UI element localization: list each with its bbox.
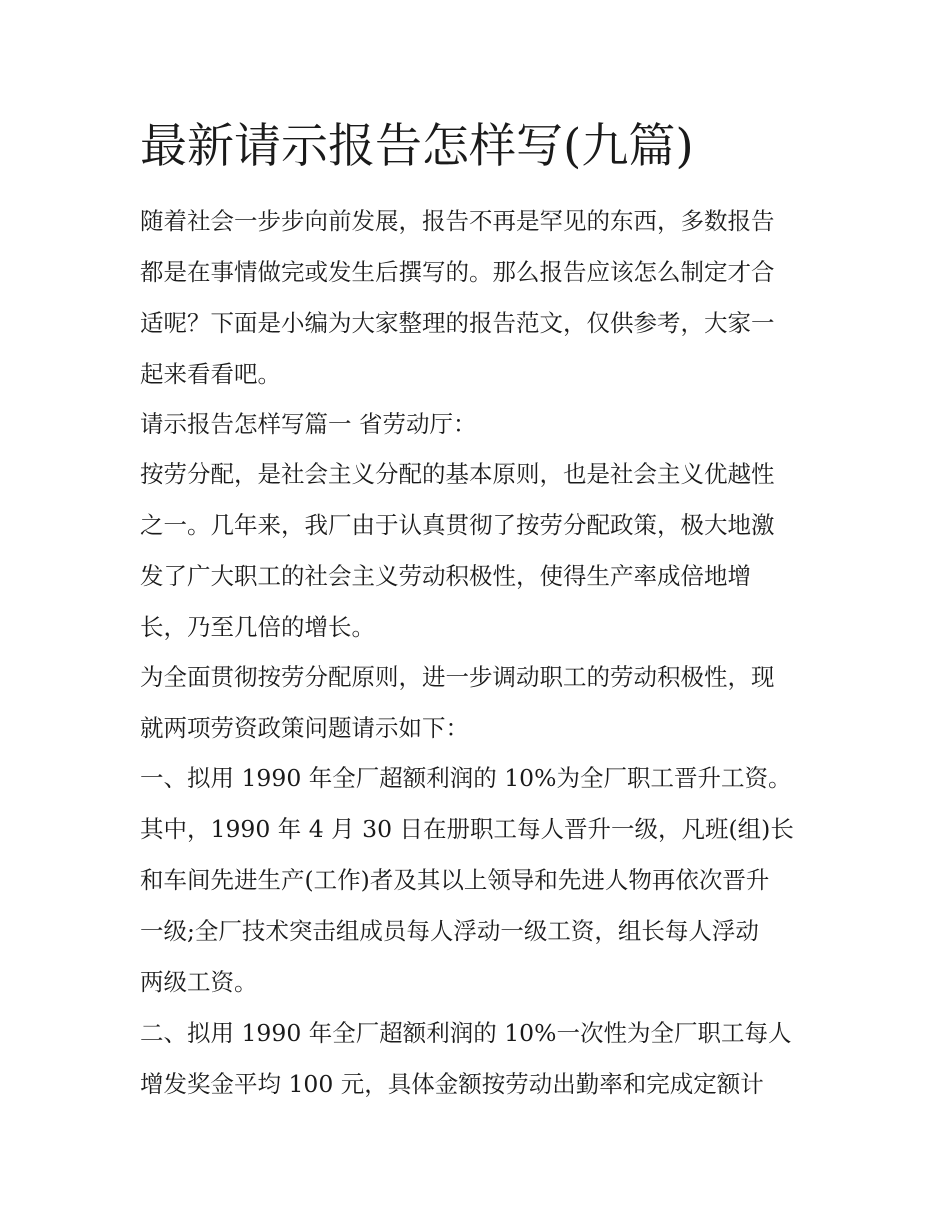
paragraph-line: 适呢？下面是小编为大家整理的报告范文，仅供参考，大家一 [140, 309, 775, 337]
document-body [140, 196, 815, 1110]
paragraph-line: 其中，1990 年 4 月 30 日在册职工每人晋升一级，凡班(组)长 [140, 815, 794, 843]
paragraph-line: 一级;全厂技术突击组成员每人浮动一级工资，组长每人浮动 [140, 917, 759, 945]
paragraph-line: 随着社会一步步向前发展，报告不再是罕见的东西，多数报告 [140, 207, 775, 235]
paragraph-line: 二、拟用 1990 年全厂超额利润的 10%一次性为全厂职工每人 [140, 1019, 792, 1047]
paragraph-line: 之一。几年来，我厂由于认真贯彻了按劳分配政策，极大地激 [140, 511, 775, 539]
paragraph-line: 就两项劳资政策问题请示如下： [140, 714, 469, 742]
paragraph-line: 发了广大职工的社会主义劳动积极性，使得生产率成倍地增 [140, 562, 751, 590]
paragraph-line: 都是在事情做完或发生后撰写的。那么报告应该怎么制定才合 [140, 258, 775, 286]
paragraph-line: 为全面贯彻按劳分配原则，进一步调动职工的劳动积极性，现 [140, 663, 775, 691]
paragraph-line: 起来看看吧。 [140, 360, 281, 388]
paragraph-line: 按劳分配，是社会主义分配的基本原则，也是社会主义优越性 [140, 460, 775, 488]
section-heading: 请示报告怎样写篇一 省劳动厅： [140, 410, 477, 438]
paragraph-line: 和车间先进生产(工作)者及其以上领导和先进人物再依次晋升 [140, 866, 770, 894]
document-title: 最新请示报告怎样写(九篇) [140, 119, 694, 174]
paragraph-line: 长，乃至几倍的增长。 [140, 613, 375, 641]
paragraph-line: 两级工资。 [140, 968, 258, 996]
paragraph-line: 一、拟用 1990 年全厂超额利润的 10%为全厂职工晋升工资。 [140, 764, 792, 792]
paragraph-line: 增发奖金平均 100 元，具体金额按劳动出勤率和完成定额计 [140, 1070, 764, 1098]
